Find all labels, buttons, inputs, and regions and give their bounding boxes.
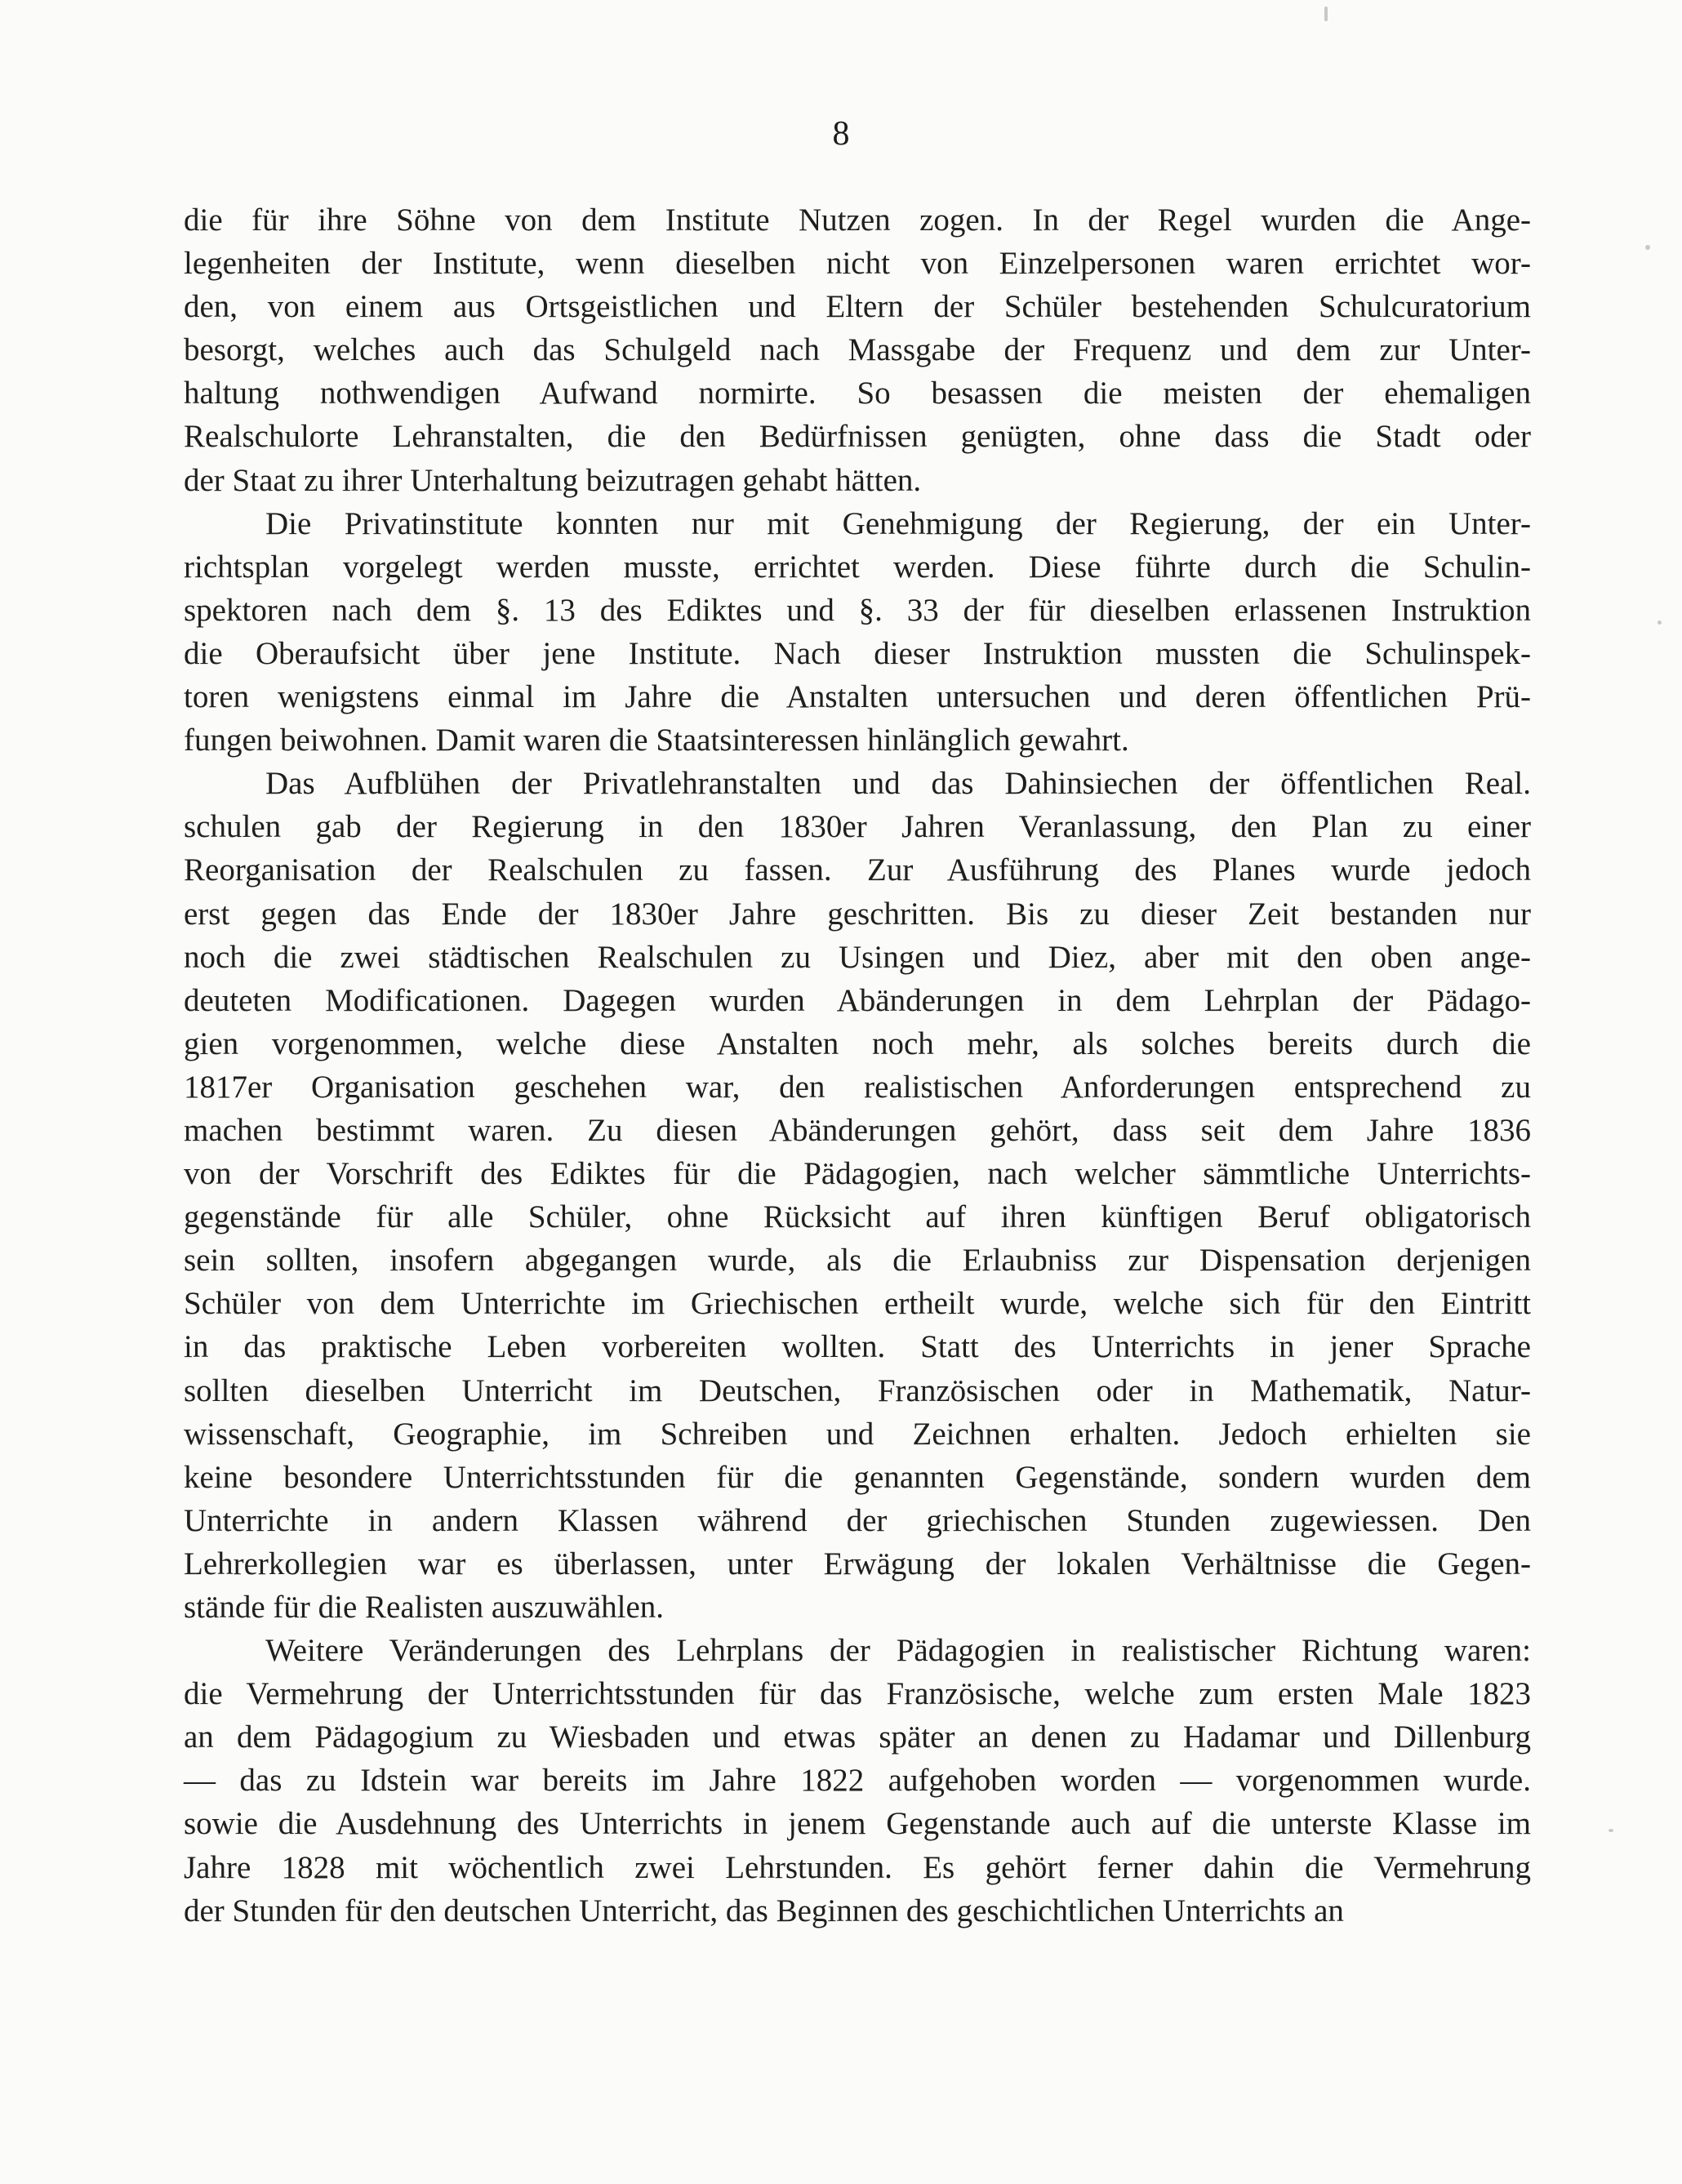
text-line: Die Privatinstitute konnten nur mit Genehmigung der Regierung, der ein Unter- xyxy=(265,505,1531,541)
text-line: wissenschaft, Geographie, im Schreiben und Zeichnen erhalten. Jedoch erhielten sie xyxy=(184,1416,1531,1452)
text-line: die für ihre Söhne von dem Institute Nutzen zogen. In der Regel wurden die Ange- xyxy=(184,202,1531,238)
text-line: an dem Pädagogium zu Wiesbaden und etwas später an denen zu Hadamar und Dillenburg xyxy=(184,1719,1531,1755)
scan-speck xyxy=(1609,1829,1613,1832)
scan-speck xyxy=(1658,621,1662,625)
text-line: Schüler von dem Unterrichte im Griechischen ertheilt wurde, welche sich für den Eintritt xyxy=(184,1286,1531,1322)
paragraph xyxy=(184,1629,1531,1933)
text-line: 1817er Organisation geschehen war, den realistischen Anforderungen entsprechend zu xyxy=(184,1069,1531,1105)
text-line: deuteten Modificationen. Dagegen wurden Abänderungen in dem Lehrplan der Pädago- xyxy=(184,982,1531,1018)
text-line: in das praktische Leben vorbereiten wollten. Statt des Unterrichts in jener Sprache xyxy=(184,1329,1531,1365)
text-line: Jahre 1828 mit wöchentlich zwei Lehrstunden. Es gehört ferner dahin die Vermehrung xyxy=(184,1849,1531,1885)
text-line: sollten dieselben Unterricht im Deutschen, Französischen oder in Mathematik, Natur- xyxy=(184,1372,1531,1408)
paragraph xyxy=(184,198,1531,502)
paragraph xyxy=(184,762,1531,1629)
text-line: die Oberaufsicht über jene Institute. Nach dieser Instruktion mussten die Schulinspek- xyxy=(184,635,1531,671)
text-line: sein sollten, insofern abgegangen wurde, als die Erlaubniss zur Dispensation derjenigen xyxy=(184,1243,1531,1279)
text-line: gegenstände für alle Schüler, ohne Rücksicht auf ihren künftigen Beruf obligatorisch xyxy=(184,1199,1531,1235)
scan-speck xyxy=(1645,245,1650,250)
text-line: stände für die Realisten auszuwählen. xyxy=(184,1590,665,1625)
text-line: legenheiten der Institute, wenn dieselben nicht von Einzelpersonen waren errichtet wor- xyxy=(184,246,1531,282)
text-line: Realschulorte Lehranstalten, die den Bedürfnissen genügten, ohne dass die Stadt oder xyxy=(184,419,1531,455)
text-line: Reorganisation der Realschulen zu fassen. Zur Ausführung des Planes wurde jedoch xyxy=(184,852,1531,888)
text-line: gien vorgenommen, welche diese Anstalten noch mehr, als solches bereits durch die xyxy=(184,1025,1531,1061)
text-line: Lehrerkollegien war es überlassen, unter Erwägung der lokalen Verhältnisse die Gegen- xyxy=(184,1546,1531,1581)
body-text xyxy=(184,198,1531,1933)
text-line: Weitere Veränderungen des Lehrplans der Pädagogien in realistischer Richtung waren: xyxy=(265,1633,1531,1669)
text-line: richtsplan vorgelegt werden musste, errichtet werden. Diese führte durch die Schulin- xyxy=(184,549,1531,585)
text-line: besorgt, welches auch das Schulgeld nach Massgabe der Frequenz und dem zur Unter- xyxy=(184,332,1531,368)
text-line: sowie die Ausdehnung des Unterrichts in jenem Gegenstande auch auf die unterste Klasse im xyxy=(184,1806,1531,1842)
text-line: keine besondere Unterrichtsstunden für die genannten Gegenstände, sondern wurden dem xyxy=(184,1459,1531,1495)
text-line: von der Vorschrift des Ediktes für die Pädagogien, nach welcher sämmtliche Unterrichts- xyxy=(184,1156,1531,1192)
text-line: noch die zwei städtischen Realschulen zu Usingen und Diez, aber mit den oben ange- xyxy=(184,939,1531,975)
page-number: 8 xyxy=(832,115,850,153)
text-line: schulen gab der Regierung in den 1830er Jahren Veranlassung, den Plan zu einer xyxy=(184,809,1531,845)
text-line: die Vermehrung der Unterrichtsstunden für das Französische, welche zum ersten Male 1823 xyxy=(184,1676,1531,1712)
text-line: spektoren nach dem §. 13 des Ediktes und §. 33 der für dieselben erlassenen Instruktion xyxy=(184,592,1531,628)
text-line: — das zu Idstein war bereits im Jahre 1822 aufgehoben worden — vorgenommen wurde. xyxy=(184,1763,1531,1799)
paragraph xyxy=(184,502,1531,763)
text-line: Das Aufblühen der Privatlehranstalten und das Dahinsiechen der öffentlichen Real. xyxy=(265,766,1531,802)
scan-speck xyxy=(1324,7,1328,21)
text-line: den, von einem aus Ortsgeistlichen und Eltern der Schüler bestehenden Schulcuratorium xyxy=(184,289,1531,325)
text-line: toren wenigstens einmal im Jahre die Anstalten untersuchen und deren öffentlichen Prü- xyxy=(184,679,1531,715)
text-line: der Stunden für den deutschen Unterricht, das Beginnen des geschichtlichen Unterrichts an xyxy=(184,1893,1344,1928)
text-line: der Staat zu ihrer Unterhaltung beizutragen gehabt hätten. xyxy=(184,462,922,498)
text-line: erst gegen das Ende der 1830er Jahre geschritten. Bis zu dieser Zeit bestanden nur xyxy=(184,896,1531,932)
text-line: haltung nothwendigen Aufwand normirte. So besassen die meisten der ehemaligen xyxy=(184,376,1531,411)
text-line: machen bestimmt waren. Zu diesen Abänderungen gehört, dass seit dem Jahre 1836 xyxy=(184,1112,1531,1148)
text-line: fungen beiwohnen. Damit waren die Staatsinteressen hinlänglich gewahrt. xyxy=(184,723,1129,758)
text-line: Unterrichte in andern Klassen während der griechischen Stunden zugewiessen. Den xyxy=(184,1502,1531,1538)
